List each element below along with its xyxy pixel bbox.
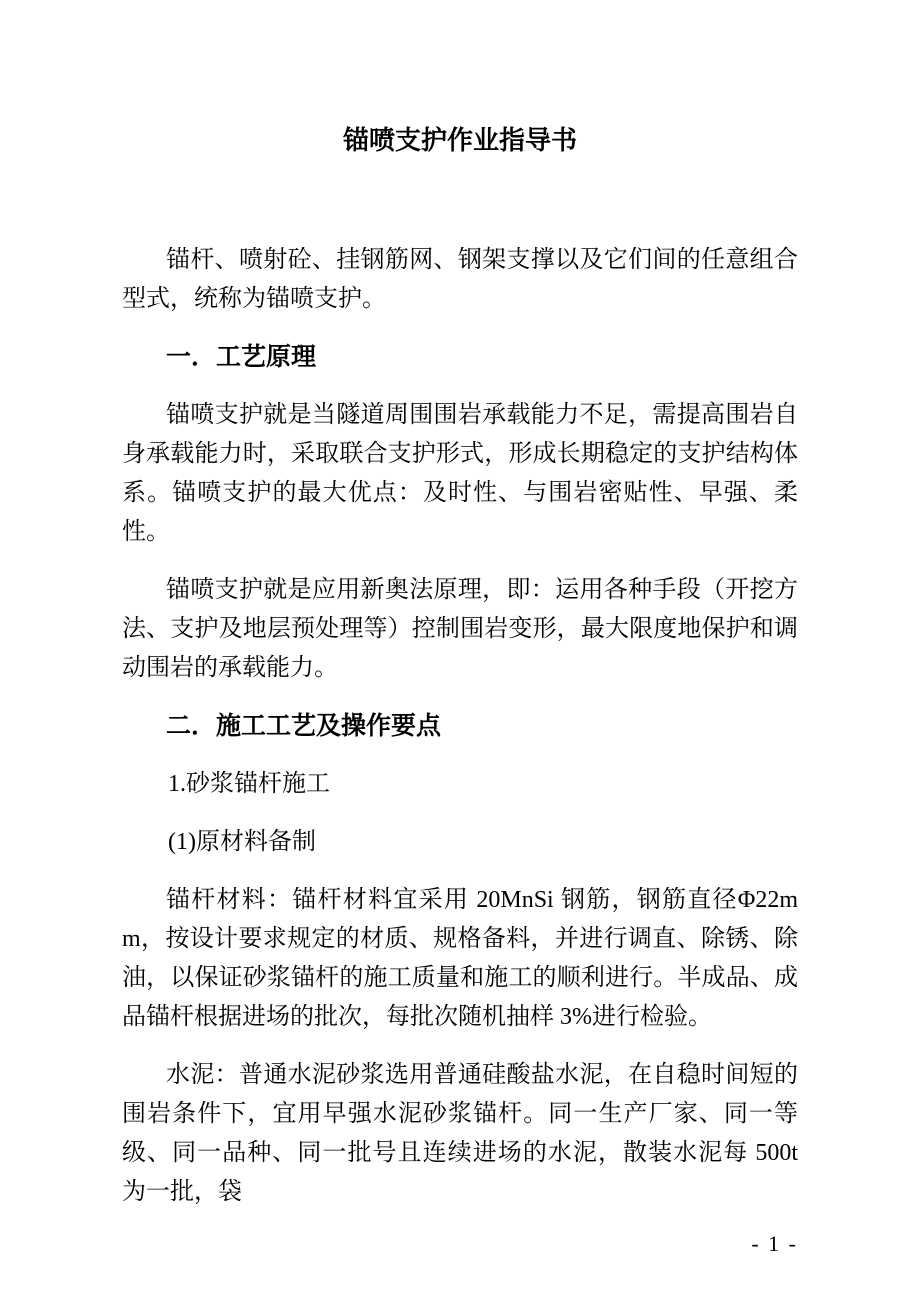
intro-paragraph: 锚杆、喷射砼、挂钢筋网、钢架支撑以及它们间的任意组合型式，统称为锚喷支护。 [122,247,798,312]
section2-paragraph-2: 水泥：普通水泥砂浆选用普通硅酸盐水泥，在自稳时间短的围岩条件下，宜用早强水泥砂浆锚杆。同一生产厂家、同一等级、同一品种、同一批号且连续进场的水泥，散装水泥每 500t 为一批，袋 [122,1062,798,1205]
document-content [122,0,798,1257]
document-title: 锚喷支护作业指导书 [342,126,577,155]
section1-paragraph-1: 锚喷支护就是当隧道周围围岩承载能力不足，需提高围岩自身承载能力时，采取联合支护形式，形成长期稳定的支护结构体系。锚喷支护的最大优点：及时性、与围岩密贴性、早强、柔性。 [122,402,798,545]
section1-heading: 一．工艺原理 [166,344,317,371]
section2-subheading-1: 1.砂浆锚杆施工 [168,771,330,797]
section1-paragraph-2: 锚喷支护就是应用新奥法原理，即：运用各种手段（开挖方法、支护及地层预处理等）控制围岩变形，最大限度地保护和调动围岩的承载能力。 [122,577,798,681]
section2-subheading-2: (1)原材料备制 [168,829,316,855]
section2-paragraph-1: 锚杆材料：锚杆材料宜采用 20MnSi 钢筋，钢筋直径Φ22mm，按设计要求规定的材质、规格备料，并进行调直、除锈、除油，以保证砂浆锚杆的施工质量和施工的顺利进行。半成品、成品锚杆根据进场的批次，每批次随机抽样 3%进行检验。 [122,887,798,1030]
section2-heading: 二．施工工艺及操作要点 [166,713,442,740]
page-number: - 1 - [751,1231,798,1256]
